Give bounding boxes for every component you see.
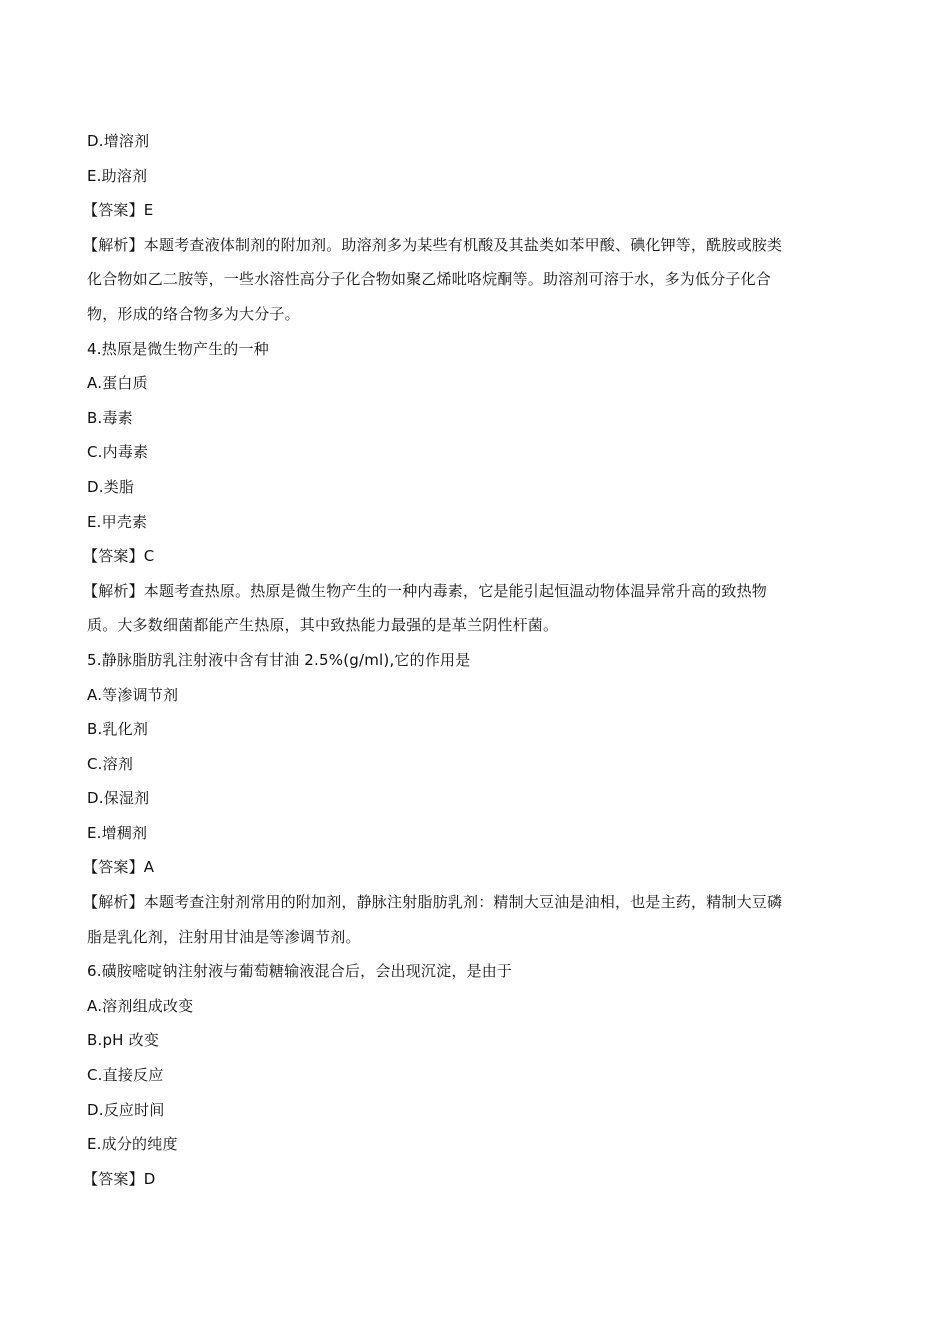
option-a-q6: A.溶剂组成改变	[87, 996, 194, 1015]
answer-q4: 【答案】C	[83, 547, 155, 566]
option-d-q5: D.保湿剂	[87, 789, 150, 808]
option-c-q5: C.溶剂	[87, 754, 134, 773]
option-b-q5: B.乳化剂	[87, 720, 149, 739]
analysis-q4-line2: 质。大多数细菌都能产生热原，其中致热能力最强的是革兰阴性杆菌。	[87, 616, 559, 635]
answer-q5: 【答案】A	[83, 858, 155, 877]
answer-q3: 【答案】E	[83, 201, 154, 220]
option-b-q6: B.pH 改变	[87, 1031, 160, 1050]
option-e-q5: E.增稠剂	[87, 823, 148, 842]
option-d-q3: D.增溶剂	[87, 132, 150, 150]
option-a-q4: A.蛋白质	[87, 374, 148, 393]
question-4: 4.热原是微生物产生的一种	[87, 339, 269, 358]
analysis-q3-line2: 化合物如乙二胺等，一些水溶性高分子化合物如聚乙烯吡咯烷酮等。助溶剂可溶于水，多为低分子化合	[87, 270, 772, 289]
option-e-q3: E.助溶剂	[87, 166, 148, 185]
option-c-q4: C.内毒素	[87, 443, 149, 462]
option-a-q5: A.等渗调节剂	[87, 685, 179, 704]
option-e-q6: E.成分的纯度	[87, 1135, 178, 1154]
question-6: 6.磺胺嘧啶钠注射液与葡萄糖输液混合后，会出现沉淀，是由于	[87, 962, 513, 981]
analysis-q3-line1: 【解析】本题考查液体制剂的附加剂。助溶剂多为某些有机酸及其盐类如苯甲酸、碘化钾等，酰胺或胺类	[83, 235, 783, 254]
option-e-q4: E.甲壳素	[87, 512, 148, 531]
analysis-q3-line3: 物，形成的络合物多为大分子。	[87, 304, 300, 323]
analysis-q5-line1: 【解析】本题考查注射剂常用的附加剂，静脉注射脂肪乳剂：精制大豆油是油相，也是主药，精制大豆磷	[83, 893, 783, 912]
answer-q6: 【答案】D	[83, 1169, 156, 1188]
option-c-q6: C.直接反应	[87, 1066, 164, 1085]
option-b-q4: B.毒素	[87, 408, 133, 427]
analysis-q5-line2: 脂是乳化剂，注射用甘油是等渗调节剂。	[87, 927, 361, 946]
question-5: 5.静脉脂肪乳注射液中含有甘油 2.5%(g/ml),它的作用是	[87, 650, 471, 669]
option-d-q4: D.类脂	[87, 477, 135, 496]
document-page	[83, 124, 867, 1196]
analysis-q4-line1: 【解析】本题考查热原。热原是微生物产生的一种内毒素，它是能引起恒温动物体温异常升高的致热物	[83, 581, 768, 600]
option-d-q6: D.反应时间	[87, 1100, 165, 1119]
